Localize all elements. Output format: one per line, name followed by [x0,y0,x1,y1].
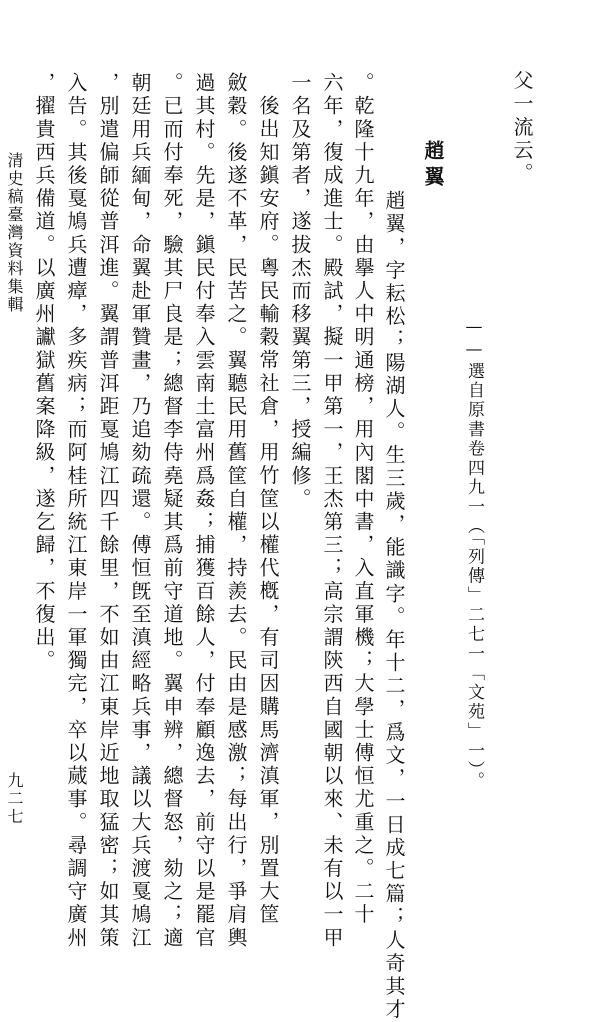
text-column: 後出知鎭安府。粵民輸穀常社倉，用竹筐以權代槪，有司因購馬濟滇軍，別置大筐 [256,95,280,927]
text-column: 過其村。先是，鎭民付奉入雲南土富州爲姦；捕獲百餘人，付奉顧逸去，前守以是罷官 [192,72,216,950]
text-column: 。乾隆十九年，由擧人中明通榜，用內閣中書，入直軍機；大學士傅恒尤重之。二十 [351,72,375,927]
text-column: ，別遣偏師從普洱進。翼謂普洱距戛鳩江四千餘里，不如由江東岸近地取猛密；如其策 [96,72,120,950]
text-column: 斂穀。後遂不革，民苦之。翼聽民用舊筐自權，持羨去。民由是感激；每出行，爭肩輿 [224,72,248,950]
text-column: 朝廷用兵緬甸，命翼赴軍贊畫，乃追劾疏還。傅恒旣至滇經略兵事，議以大兵渡戛鳩江 [128,72,152,950]
text-column: 。已而付奉死，驗其尸良是；總督李侍堯疑其爲前守道地。翼申辨，總督怒，劾之；適 [160,72,184,950]
page-number: 九二七 [5,772,24,826]
text-column: 入告。其後戛鳩兵遭瘴，多疾病；而阿桂所統江東岸一軍獨完，卒以蒇事。尋調守廣州 [64,72,88,950]
text-column: ，擢貴西兵備道。以廣州讞獄舊案降級，遂乞歸，不復出。 [32,72,56,673]
text-column: 趙翼，字耘松；陽湖人。生三歲，能識字。年十二，爲文，一日成七篇；人奇其才 [382,190,406,1022]
book-title: 清史稿臺灣資料集輯 [5,152,24,314]
source-note: ——選自原書卷四九一（「列傳」二七一「文苑」一）。 [464,317,484,791]
text-column: 六年，復成進士。殿試，擬一甲第一，王杰第三；高宗謂陝西自國朝以來、未有以一甲 [320,72,344,950]
section-title: 趙翼 [421,140,445,192]
opening-line: 父一流云。 [510,70,534,186]
text-column: 一名及第者，遂拔杰而移翼第三，授編修。 [288,72,312,511]
